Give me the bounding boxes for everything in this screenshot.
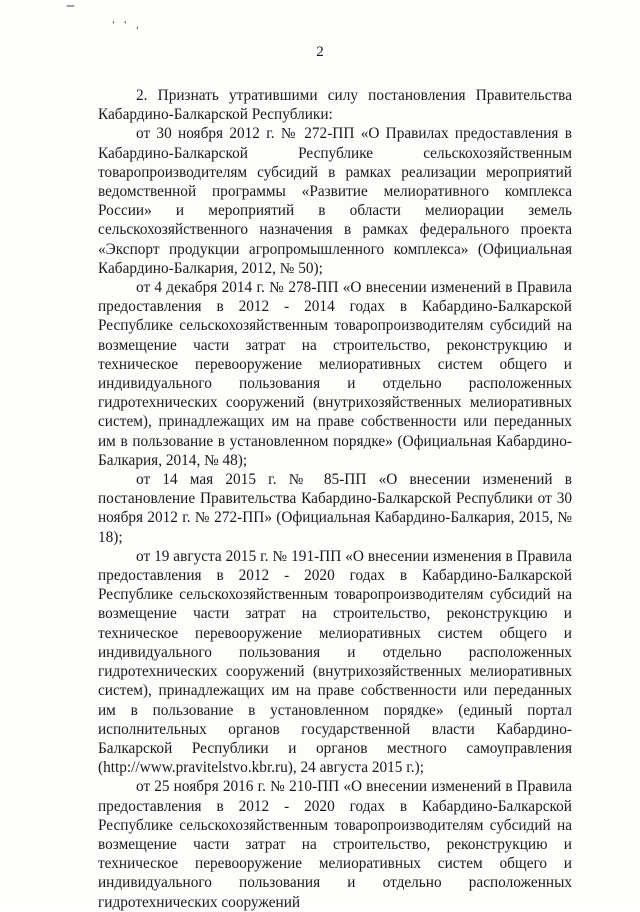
paragraph-resolution-272: от 30 ноября 2012 г. № 272-ПП «О Правилах предоставления в Кабардино-Балкарской Республике сельскохозяйственным товаропроизводителям субсидий в рамках реализации мероприятий ведомственной программы «Развитие мелиоративного комплекса России» и мероприятий в области мелиорации земель сельскохозяйственного назначения в рамках федерального проекта «Экспорт продукции агропромышленного комплекса» (Официальная Кабардино-Балкария, 2012, № 50); (98, 125, 572, 277)
document-body (98, 86, 572, 912)
paragraph-resolution-191: от 19 августа 2015 г. № 191-ПП «О внесении изменения в Правила предоставления в 2012 - 2020 годах в Кабардино-Балкарской Республике сельскохозяйственным товаропроизводителям субсидий на возмещение части затрат на строительство, реконструкцию и техническое перевооружение мелиоративных систем общего и индивидуального пользования и отдельно расположенных гидротехнических сооружений (внутрихозяйственных мелиоративных систем), принадлежащих им на праве собственности или переданных им в пользование в установленном порядке» (единый портал исполнительных органов государственной власти Кабардино-Балкарской Республики и органов местного самоуправления (http://www.pravitelstvo.kbr.ru), 24 августа 2015 г.); (98, 547, 572, 777)
page-number: 2 (316, 44, 324, 60)
paragraph-repeal-clause: 2. Признать утратившими силу постановления Правительства Кабардино-Балкарской Республики: (98, 87, 572, 124)
scan-artifact-dash: ‒ (66, 0, 75, 14)
paragraph-resolution-85: от 14 мая 2015 г. № 85-ПП «О внесении изменений в постановление Правительства Кабардино-Балкарской Республики от 30 ноября 2012 г. № 272-ПП» (Официальная Кабардино-Балкария, 2015, № 18); (98, 471, 572, 546)
paragraph-resolution-278: от 4 декабря 2014 г. № 278-ПП «О внесении изменений в Правила предоставления в 2012 - 2014 годах в Кабардино-Балкарской Республике сельскохозяйственным товаропроизводителям субсидий на возмещение части затрат на строительство, реконструкцию и техническое перевооружение мелиоративных систем общего и индивидуального пользования и отдельно расположенных гидротехнических сооружений (внутрихозяйственных мелиоративных систем), принадлежащих им на праве собственности или переданных им в пользование в установленном порядке» (Официальная Кабардино-Балкария, 2014, № 48); (98, 279, 572, 469)
paragraph-resolution-210: от 25 ноября 2016 г. № 210-ПП «О внесении изменений в Правила предоставления в 2012 - 2020 годах в Кабардино-Балкарской Республике сельскохозяйственным товаропроизводителям субсидий на возмещение части затрат на строительство, реконструкцию и техническое перевооружение мелиоративных систем общего и индивидуального пользования и отдельно расположенных гидротехнических сооружений (98, 778, 572, 911)
scan-artifact-dots: ' ' , (112, 20, 143, 31)
